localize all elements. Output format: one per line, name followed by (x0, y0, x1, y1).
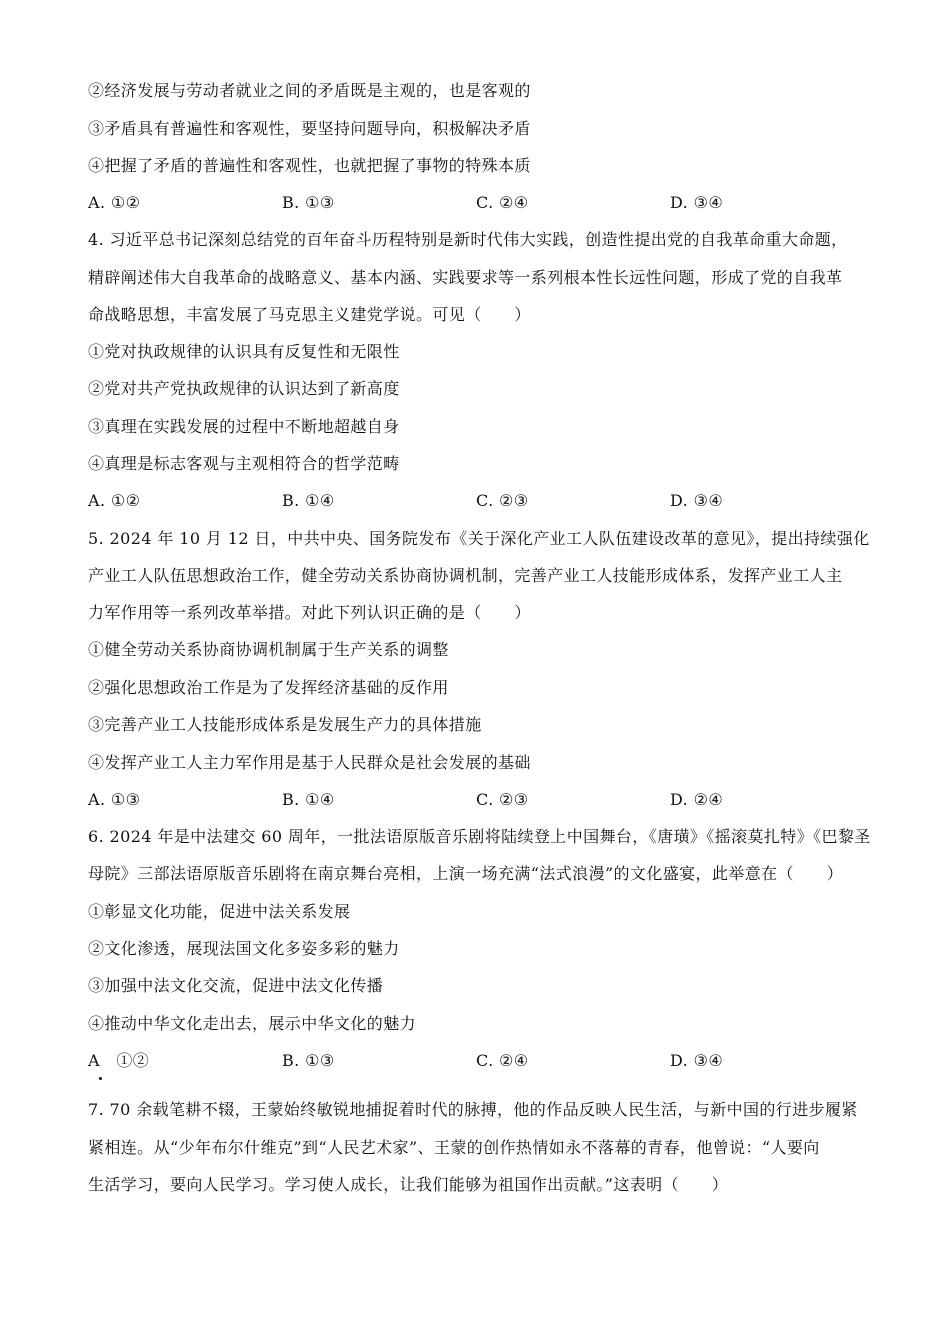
q5-option-d: D. ②④ (670, 790, 724, 809)
q5-option-c: C. ②③ (476, 790, 529, 809)
q4-option-c: C. ②③ (476, 491, 529, 510)
q6-item-2: ②文化渗透，展现法国文化多姿多彩的魅力 (88, 939, 400, 958)
q3-options (0, 192, 950, 214)
q6-option-b: B. ①③ (282, 1051, 335, 1070)
q6-options (0, 1050, 950, 1072)
q4-options (0, 490, 950, 512)
q5-options (0, 789, 950, 811)
q5-stem-line-1: 5. 2024 年 10 月 12 日，中共中央、国务院发布《关于深化产业工人队伍建设改革的意见》，提出持续强化 (88, 529, 870, 548)
q3-item-3: ③矛盾具有普遍性和客观性，要坚持问题导向，积极解决矛盾 (88, 119, 531, 138)
q6-option-a: A ①② (88, 1051, 150, 1070)
q3-option-a: A. ①② (88, 193, 141, 212)
q6-stem-line-1: 6. 2024 年是中法建交 60 周年，一批法语原版音乐剧将陆续登上中国舞台，《唐璜》《摇滚莫扎特》《巴黎圣 (88, 827, 871, 846)
q4-item-2: ②党对共产党执政规律的认识达到了新高度 (88, 379, 400, 398)
q6-item-4: ④推动中华文化走出去，展示中华文化的魅力 (88, 1014, 417, 1033)
q4-option-d: D. ③④ (670, 491, 724, 510)
q4-stem-line-3: 命战略思想，丰富发展了马克思主义建党学说。可见（ ） (88, 305, 531, 324)
q5-item-1: ①健全劳动关系协商协调机制属于生产关系的调整 (88, 640, 449, 659)
q5-option-a: A. ①③ (88, 790, 141, 809)
q4-item-1: ①党对执政规律的认识具有反复性和无限性 (88, 342, 400, 361)
q5-item-2: ②强化思想政治工作是为了发挥经济基础的反作用 (88, 678, 449, 697)
q5-stem-line-3: 力军作用等一系列改革举措。对此下列认识正确的是（ ） (88, 603, 531, 622)
q7-stem-line-1: 7. 70 余载笔耕不辍，王蒙始终敏锐地捕捉着时代的脉搏，他的作品反映人民生活，与新中国的行进步履紧 (88, 1100, 858, 1119)
q3-item-2: ②经济发展与劳动者就业之间的矛盾既是主观的，也是客观的 (88, 81, 531, 100)
q7-stem-line-2: 紧相连。从“少年布尔什维克”到“人民艺术家”、王蒙的创作热情如永不落幕的青春，他曾说：“人要向 (88, 1138, 820, 1157)
q5-item-4: ④发挥产业工人主力军作用是基于人民群众是社会发展的基础 (88, 753, 531, 772)
q4-stem-line-2: 精辟阐述伟大自我革命的战略意义、基本内涵、实践要求等一系列根本性长远性问题，形成了党的自我革 (88, 268, 843, 287)
q4-option-b: B. ①④ (282, 491, 335, 510)
q5-option-b: B. ①④ (282, 790, 335, 809)
q3-option-b: B. ①③ (282, 193, 335, 212)
q3-item-4: ④把握了矛盾的普遍性和客观性，也就把握了事物的特殊本质 (88, 156, 531, 175)
q4-stem-line-1: 4. 习近平总书记深刻总结党的百年奋斗历程特别是新时代伟大实践，创造性提出党的自我革命重大命题， (88, 230, 848, 249)
q4-item-4: ④真理是标志客观与主观相符合的哲学范畴 (88, 454, 400, 473)
q7-stem-line-3: 生活学习，要向人民学习。学习使人成长，让我们能够为祖国作出贡献。”这表明（ ） (88, 1175, 729, 1194)
q4-item-3: ③真理在实践发展的过程中不断地超越自身 (88, 417, 400, 436)
q4-option-a: A. ①② (88, 491, 141, 510)
q3-option-c: C. ②④ (476, 193, 529, 212)
q6-option-d: D. ③④ (670, 1051, 724, 1070)
q6-option-c: C. ②④ (476, 1051, 529, 1070)
q5-stem-line-2: 产业工人队伍思想政治工作，健全劳动关系协商协调机制，完善产业工人技能形成体系，发挥产业工人主 (88, 566, 843, 585)
q6-item-3: ③加强中法文化交流，促进中法文化传播 (88, 976, 384, 995)
q5-item-3: ③完善产业工人技能形成体系是发展生产力的具体措施 (88, 715, 482, 734)
stray-dot-mark (99, 1077, 102, 1080)
q3-option-d: D. ③④ (670, 193, 724, 212)
q6-item-1: ①彰显文化功能，促进中法关系发展 (88, 902, 351, 921)
q6-stem-line-2: 母院》三部法语原版音乐剧将在南京舞台亮相，上演一场充满“法式浪漫”的文化盛宴，此举意在（ ） (88, 864, 844, 883)
